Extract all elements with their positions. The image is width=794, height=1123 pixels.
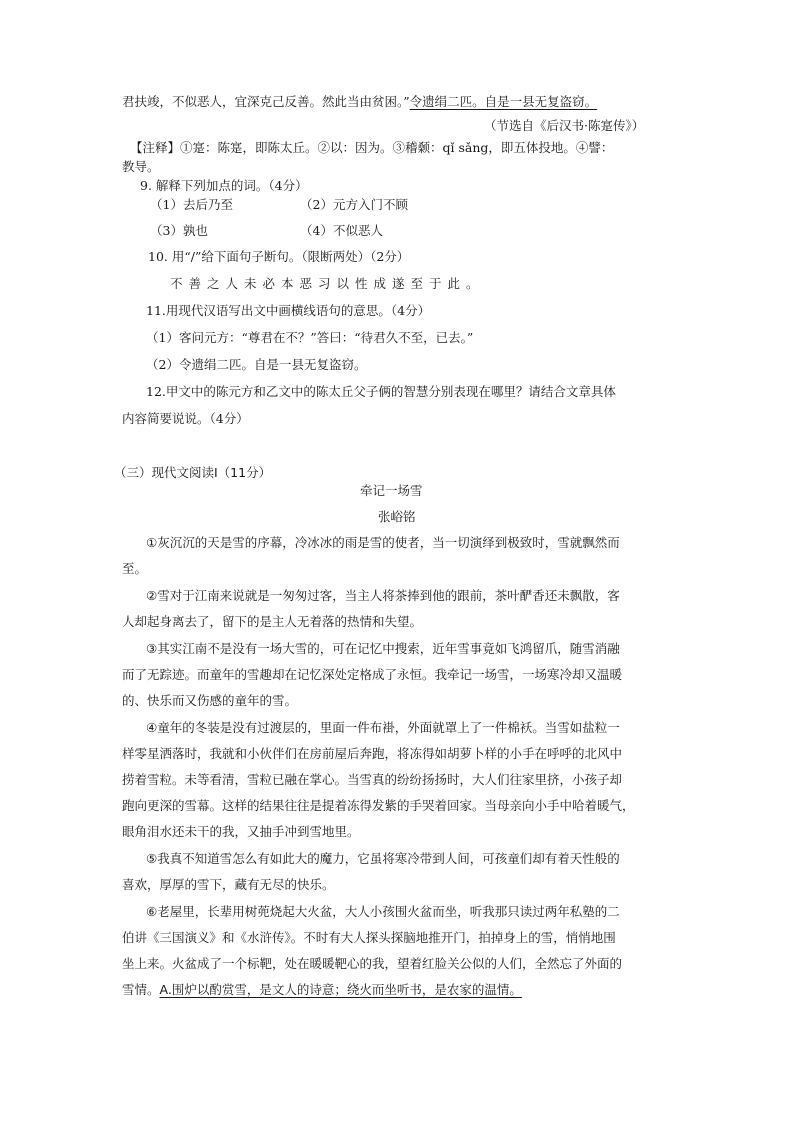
q11-item-2: （2）令遗绢二匹。自是一县无复盗窃。 [146, 357, 367, 372]
para-6-line-4-plain: 雪情。 [122, 982, 160, 997]
q9-item-2: （2）元方入门不顾 [300, 197, 408, 212]
para-6-line-4 [122, 981, 522, 999]
excerpt-line-1-plain: 君扶竣，不似恶人，宜深克己反善。然此当由贫困。” [122, 94, 410, 109]
para-4-line-3: 捞着雪粒。未等看清，雪粒已融在掌心。当雪真的纷纷扬扬时，大人们往家里挤，小孩子却 [122, 772, 623, 787]
para-2-line-2: 人却起身离去了，留下的是主人无着落的热情和失望。 [122, 614, 423, 629]
sentence-a-underlined: A.围炉以酌赏雪，是文人的诗意；绕火而坐听书，是农家的温情。 [159, 982, 522, 997]
section-heading: （三）现代文阅读Ⅰ（11分） [114, 465, 272, 480]
para-6-line-2: 伯讲《三国演义》和《水浒传》。不时有大人探头探脑地推开门，拍掉身上的雪，悄悄地围 [122, 930, 616, 945]
para-4-line-2: 样零星洒落时，我就和小伙伴们在房前屋后奔跑，将冻得如胡萝卜样的小手在呼呼的北风中 [122, 746, 623, 761]
para-1-line-1: ①灰沉沉的天是雪的序幕，冷冰冰的雨是雪的使者，当一切演绎到极致时，雪就飘然而 [146, 535, 620, 550]
excerpt-line-1-underlined: 令遗绢二匹。自是一县无复盗窃。 [409, 94, 598, 109]
q9-item-1: （1）去后乃至 [150, 197, 233, 212]
para-4-line-5: 眼角泪水还未干的我，又抽手冲到雪地里。 [122, 824, 360, 839]
para-3-line-1: ③其实江南不是没有一场大雪的，可在记忆中搜索，近年雪事竟如飞鸿留爪，随雪消融 [146, 641, 620, 656]
para-3-line-3: 的、快乐而又伤感的童年的雪。 [122, 693, 298, 708]
para-3-line-2: 而了无踪迹。而童年的雪趣却在记忆深处定格成了永恒。我牵记一场雪，一场寒冷却又温暖 [122, 667, 623, 682]
para-4-line-4: 跑向更深的雪幕。这样的结果往往是提着冻得发紫的手哭着回家。当母亲向小手中哈着暖气， [122, 798, 635, 813]
q11-item-1: （1）客问元方：“尊君在不？”答曰：“待君久不至，已去。” [146, 330, 474, 345]
para-6-line-1: ⑥老屋里，长辈用树蔸烧起大火盆，大人小孩围火盆而坐，听我那只读过两年私塾的二 [146, 904, 620, 919]
q12-line-2: 内容简要说说。（4分） [122, 411, 249, 426]
essay-title: 牵记一场雪 [360, 483, 423, 498]
q10-sentence: 不善之人未必本恶习以性成遂至于此。 [170, 276, 485, 291]
para-5-line-1: ⑤我真不知道雪怎么有如此大的魔力，它虽将寒冷带到人间，可孩童们却有着天性般的 [146, 851, 620, 866]
q9-item-4: （4）不似恶人 [300, 223, 383, 238]
para-5-line-2: 喜欢，厚厚的雪下，藏有无尽的快乐。 [122, 877, 335, 892]
q9-item-3: （3）孰也 [150, 223, 208, 238]
essay-author: 张峪铭 [378, 509, 416, 524]
excerpt-note-line-1: 【注释】①寔：陈寔，即陈太丘。②以：因为。③稽颡：qǐ sǎng，即五体投地。④譬： [130, 140, 614, 155]
q10-stem: 10. 用“/”给下面句子断句。（限断两处）（2分） [148, 249, 410, 264]
para-4-line-1: ④童年的冬装是没有过渡层的，里面一件布褂，外面就罩上了一件棉袄。当雪如盐粒一 [146, 720, 620, 735]
excerpt-note-line-2: 教导。 [122, 159, 160, 174]
para-1-line-2: 至。 [122, 561, 148, 576]
excerpt-line-1 [122, 93, 597, 111]
excerpt-source: （节选自《后汉书·陈寔传》） [484, 118, 645, 133]
para-2-line-1: ②雪对于江南来说就是一匆匆过客，当主人将茶捧到他的跟前，茶叶酽香还未飘散，客 [146, 588, 620, 603]
q12-line-1: 12.甲文中的陈元方和乙文中的陈太丘父子俩的智慧分别表现在哪里？请结合文章具体 [146, 384, 616, 399]
q9-stem: 9. 解释下列加点的词。（4分） [140, 178, 308, 193]
q11-stem: 11.用现代汉语写出文中画横线语句的意思。（4分） [146, 303, 431, 318]
para-6-line-3: 坐上来。火盆成了一个标靶，处在暖暖靶心的我，望着红脸关公似的人们，全然忘了外面的 [122, 956, 623, 971]
